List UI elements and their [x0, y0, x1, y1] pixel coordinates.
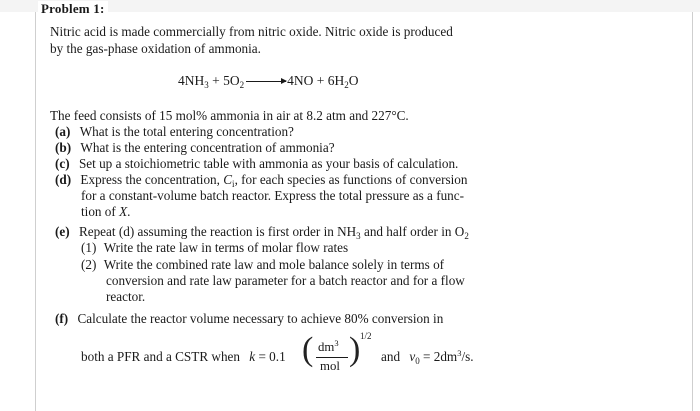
reaction-equation: $4NH_3 + 5O_2$ $4NO + 6H_2O$ [178, 73, 359, 90]
subpart-label: (1) [81, 240, 97, 255]
subpart-text: Write the combined rate law and mole balance solely in terms of [103, 257, 445, 272]
part-d-line-3: tion of X. [81, 204, 131, 219]
part-text: What is the total entering concentration? [79, 124, 294, 139]
subpart-2-line-3: reactor. [106, 289, 146, 304]
subpart-2-line-2: conversion and rate law parameter for a batch reactor and for a flow [106, 273, 465, 288]
part-c [55, 156, 458, 171]
intro-line-1: Nitric acid is made commercially from nitric oxide. Nitric oxide is produced [50, 24, 453, 39]
part-b [55, 140, 335, 155]
subpart-2 [81, 257, 444, 272]
f-post-text: and [381, 349, 401, 364]
part-label: (d) [55, 172, 72, 187]
left-border [35, 12, 36, 411]
subpart-label: (2) [81, 257, 97, 272]
part-a [55, 124, 294, 139]
right-paren: ) [349, 331, 361, 368]
k-value: 0.1 [269, 349, 286, 364]
right-arrow-icon [246, 81, 286, 82]
part-text: Repeat (d) assuming the reaction is first order in $NH_3$ and half order in $O_2$ [78, 224, 469, 241]
part-label: (f) [55, 311, 69, 326]
part-d [55, 172, 467, 187]
subpart-text: Write the rate law in terms of molar flow rates [103, 240, 349, 255]
part-text: Calculate the reactor volume necessary to achieve 80% conversion in [77, 311, 444, 326]
feed-line: The feed consists of 15 mol% ammonia in air at 8.2 atm and 227°C. [50, 108, 409, 123]
part-label: (a) [55, 124, 71, 139]
part-text: What is the entering concentration of ammonia? [80, 140, 335, 155]
part-d-line-2: for a constant-volume batch reactor. Express the total pressure as a func- [81, 188, 465, 203]
part-f-line-2-post: and $v_0 = 2dm^3/s$. [381, 348, 474, 366]
fraction-numerator: $dm^3$ [318, 338, 339, 354]
part-label: (b) [55, 140, 72, 155]
subpart-1 [81, 240, 348, 255]
unit-tail: /s. [461, 349, 474, 364]
fraction-denominator: mol [320, 359, 340, 373]
v0-value: = 2dm [423, 349, 458, 364]
part-e [55, 224, 469, 239]
fraction-bar [316, 357, 348, 358]
part-f-line-2-pre: both a PFR and a CSTR when k = 0.1 [81, 349, 286, 364]
exponent: 1/2 [360, 331, 372, 341]
part-text: Express the concentration, $C_i$, for each species as functions of conversion [80, 172, 468, 189]
problem-title: Problem 1: [38, 1, 108, 17]
left-paren: ( [302, 331, 314, 368]
part-label: (c) [55, 156, 70, 171]
intro-line-2: by the gas-phase oxidation of ammonia. [50, 41, 261, 56]
right-border [692, 12, 693, 411]
part-f [55, 311, 443, 326]
f-pre-text: both a PFR and a CSTR when [81, 349, 240, 364]
part-label: (e) [55, 224, 70, 239]
part-text: Set up a stoichiometric table with ammonia as your basis of calculation. [78, 156, 459, 171]
